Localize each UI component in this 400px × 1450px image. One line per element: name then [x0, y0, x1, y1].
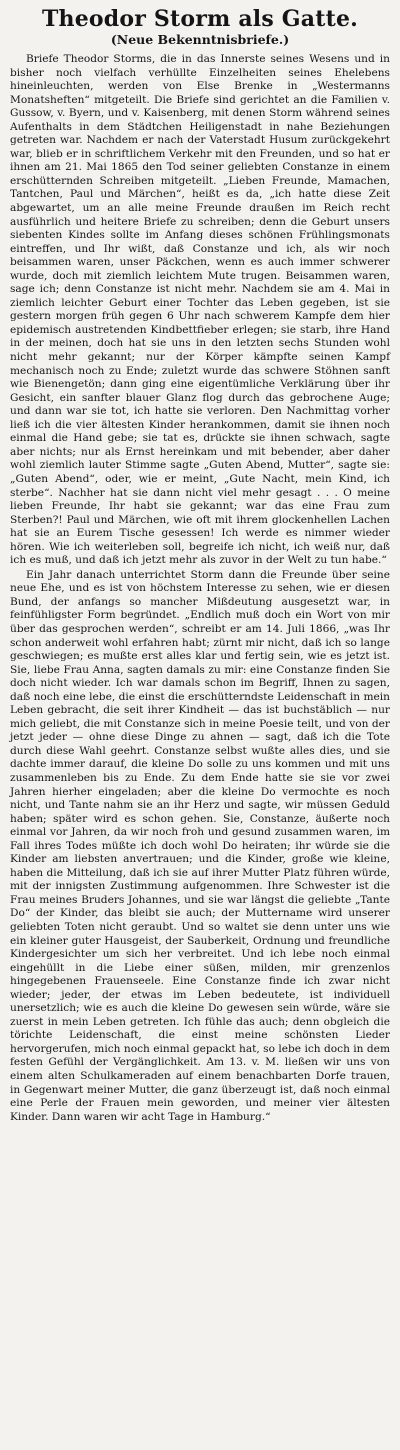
- article-paragraph-1: Briefe Theodor Storms, die in das Innerste seines Wesens und in bisher noch vielfach verhüllte Einzelheiten seines Ehelebens hineinleuchten, werden von Else Brenke in „Westermanns Monatsheften“ mitgeteilt. Die Briefe sind gerichtet an die Familien v. Gussow, v. Byern, und v. Kaisenberg, mit denen Storm während seines Aufenthalts in dem Städtchen Heiligenstadt in nahe Beziehungen getreten war. Nachdem er nach der Vaterstadt Husum zurückgekehrt war, blieb er in schriftlichem Verkehr mit den Freunden, und so hat er ihnen am 21. Mai 1865 den Tod seiner geliebten Constanze in einem erschütternden Schreiben mitgeteilt. „Lieben Freunde, Mamachen, Tantchen, Paul und Märchen“, heißt es da, „ich hatte diese Zeit abgewartet, um an alle meine Freunde draußen im Reich recht ausführlich und heitere Briefe zu schreiben; denn die Geburt unsers siebenten Kindes sollte im Anfang dieses schönen Frühlingsmonats eintreffen, und Ihr wißt, daß Constanze und ich, als wir noch beisammen waren, unser Päckchen, wenn es auch immer schwerer wurde, doch mit ziemlich leichtem Mute trugen. Beisammen waren, sage ich; denn Constanze ist nicht mehr. Nachdem sie am 4. Mai in ziemlich leichter Geburt einer Tochter das Leben gegeben, ist sie gestern morgen früh gegen 6 Uhr nach schwerem Kampfe dem hier epidemisch austretenden Kindbettfieber erlegen; sie starb, ihre Hand in der meinen, doch hat sie uns in den letzten sechs Stunden wohl nicht mehr gekannt; nur der Körper kämpfte seinen Kampf mechanisch noch zu Ende; zuletzt wurde das schwere Stöhnen sanft wie Bienengetön; dann ging eine eigentümliche Verklärung über ihr Gesicht, ein sanfter blauer Glanz flog durch das gebrochene Auge; und dann war sie tot, ich hatte sie verloren. Den Nachmittag vorher ließ ich die vier ältesten Kinder herankommen, damit sie ihnen noch einmal die Hand gebe; sie tat es, drückte sie ihnen schwach, sagte aber nichts; nur als Ernst hereinkam und mit bebender, aber daher wohl ziemlich lauter Stimme sagte „Guten Abend, Mutter“, sagte sie: „Guten Abend“, oder, wie er meint, „Gute Nacht, mein Kind, ich sterbe“. Nachher hat sie dann nicht viel mehr gesagt . . . O meine lieben Freunde, Ihr habt sie gekannt; war das eine Frau zum Sterben?! Paul und Märchen, wie oft mit ihrem glockenhellen Lachen hat sie an Eurem Tische gesessen! Ich werde es nimmer wieder hören. Wie ich weiterleben soll, begreife ich nicht, ich weiß nur, daß ich es muß, und daß ich jetzt mehr als zuvor in der Welt zu tun habe.“: [10, 53, 390, 567]
- article-title: Theodor Storm als Gatte.: [41, 6, 359, 32]
- article-body: [10, 53, 390, 1124]
- article-subtitle: (Neue Bekenntnisbriefe.): [110, 32, 290, 47]
- article-paragraph-2: Ein Jahr danach unterrichtet Storm dann die Freunde über seine neue Ehe, und es ist von höchstem Interesse zu sehen, wie er diesen Bund, der anfangs so mancher Mißdeutung ausgesetzt war, in feinfühligster Form begründet. „Endlich muß doch ein Wort von mir über das gesprochen werden“, schreibt er am 14. Juli 1866, „was Ihr schon anderweit wohl erfahren habt; zürnt mir nicht, daß ich so lange geschwiegen; es mußte erst alles klar und fertig sein, wie es jetzt ist. Sie, liebe Frau Anna, sagten damals zu mir: eine Constanze finden Sie doch nicht wieder. Ich war damals schon im Begriff, Ihnen zu sagen, daß noch eine lebe, die einst die erschütterndste Leidenschaft in mein Leben gebracht, die seit ihrer Kindheit — das ist buchstäblich — nur mich geliebt, die mit Constanze sich in meine Poesie teilt, und von der jetzt jeder — ohne diese Dinge zu ahnen — sagt, daß ich die Tote durch diese Wahl geehrt. Constanze selbst wußte alles dies, und sie dachte immer darauf, die kleine Do solle zu uns kommen und mit uns zusammenleben bis zu Ende. Zu dem Ende hatte sie sie vor zwei Jahren hierher eingeladen; aber die kleine Do vermochte es noch nicht, und Tante nahm sie an ihr Herz und sagte, wir müssen Geduld haben; später wird es schon gehen. Sie, Constanze, äußerte noch einmal vor Jahren, da wir noch froh und gesund zusammen waren, im Fall ihres Todes müßte ich doch wohl Do heiraten; ihr würde sie die Kinder am liebsten anvertrauen; und die Kinder, große wie kleine, haben die Mitteilung, daß ich sie auf ihrer Mutter Platz führen würde, mit der innigsten Zustimmung aufgenommen. Ihre Schwester ist die Frau meines Bruders Johannes, und sie war längst die geliebte „Tante Do“ der Kinder, das bleibt sie auch; der Muttername wird unserer geliebten Toten nicht geraubt. Und so waltet sie denn unter uns wie ein kleiner guter Hausgeist, der Sauberkeit, Ordnung und freundliche Kindergesichter um sich her verbreitet. Und ich lebe noch einmal eingehüllt in die Liebe einer süßen, milden, mir grenzenlos hingegebenen Frauenseele. Eine Constanze finde ich zwar nicht wieder; jeder, der etwas im Leben bedeutete, ist individuell unersetzlich; wie es auch die kleine Do gewesen sein würde, wäre sie zuerst in mein Leben getreten. Ich fühle das auch; denn obgleich die törichte Leidenschaft, die einst meine schönsten Lieder hervorgerufen, mich noch einmal gepackt hat, so lebe ich doch in dem festen Gefühl der Vergänglichkeit. Am 13. v. M. ließen wir uns von einem alten Schulkameraden auf einem benachbarten Dorfe trauen, in Gegenwart meiner Mutter, die ganz überzeugt ist, daß noch einmal eine Perle der Frauen mein geworden, und meiner vier ältesten Kinder. Dann waren wir acht Tage in Hamburg.“: [10, 568, 390, 1123]
